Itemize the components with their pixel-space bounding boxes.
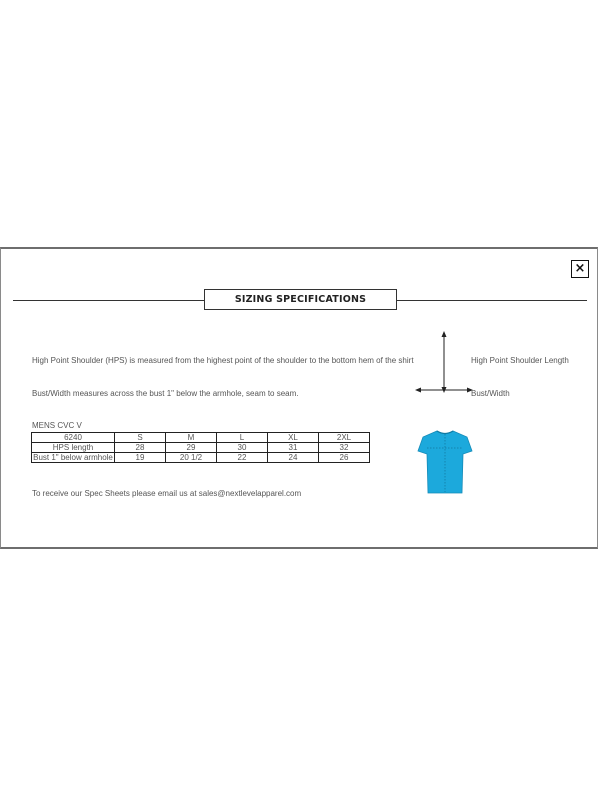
table-cell: 29	[166, 443, 217, 453]
bust-description: Bust/Width measures across the bust 1" below the armhole, seam to seam.	[32, 389, 299, 398]
table-cell: 26	[319, 453, 370, 463]
table-header-cell: XL	[268, 433, 319, 443]
table-cell: 28	[115, 443, 166, 453]
table-cell: 32	[319, 443, 370, 453]
table-row	[32, 443, 370, 453]
sizing-table	[31, 432, 370, 463]
hps-length-label: High Point Shoulder Length	[471, 356, 569, 365]
bust-width-label: Bust/Width	[471, 389, 510, 398]
vertical-arrow-icon	[442, 331, 447, 393]
table-cell: 31	[268, 443, 319, 453]
tshirt-icon	[417, 429, 473, 495]
table-title: MENS CVC V	[32, 421, 82, 430]
table-row	[32, 453, 370, 463]
title-divider-right	[396, 300, 587, 301]
modal-title: SIZING SPECIFICATIONS	[204, 289, 397, 310]
table-cell: HPS length	[32, 443, 115, 453]
close-icon: ×	[574, 261, 586, 276]
sizing-modal	[0, 247, 598, 549]
table-cell: 22	[217, 453, 268, 463]
contact-text: To receive our Spec Sheets please email us at sales@nextlevelapparel.com	[32, 489, 302, 498]
table-header-row	[32, 433, 370, 443]
table-cell: 19	[115, 453, 166, 463]
table-cell: 24	[268, 453, 319, 463]
table-header-cell: M	[166, 433, 217, 443]
hps-description: High Point Shoulder (HPS) is measured from the highest point of the shoulder to the bottom hem of the shirt	[32, 356, 414, 365]
table-header-cell: L	[217, 433, 268, 443]
table-header-cell: 6240	[32, 433, 115, 443]
table-header-cell: S	[115, 433, 166, 443]
table-cell: 20 1/2	[166, 453, 217, 463]
title-divider-left	[13, 300, 204, 301]
table-cell: Bust 1" below armhole	[33, 453, 113, 462]
close-button[interactable]	[571, 260, 589, 278]
table-header-cell: 2XL	[319, 433, 370, 443]
table-cell: 30	[217, 443, 268, 453]
